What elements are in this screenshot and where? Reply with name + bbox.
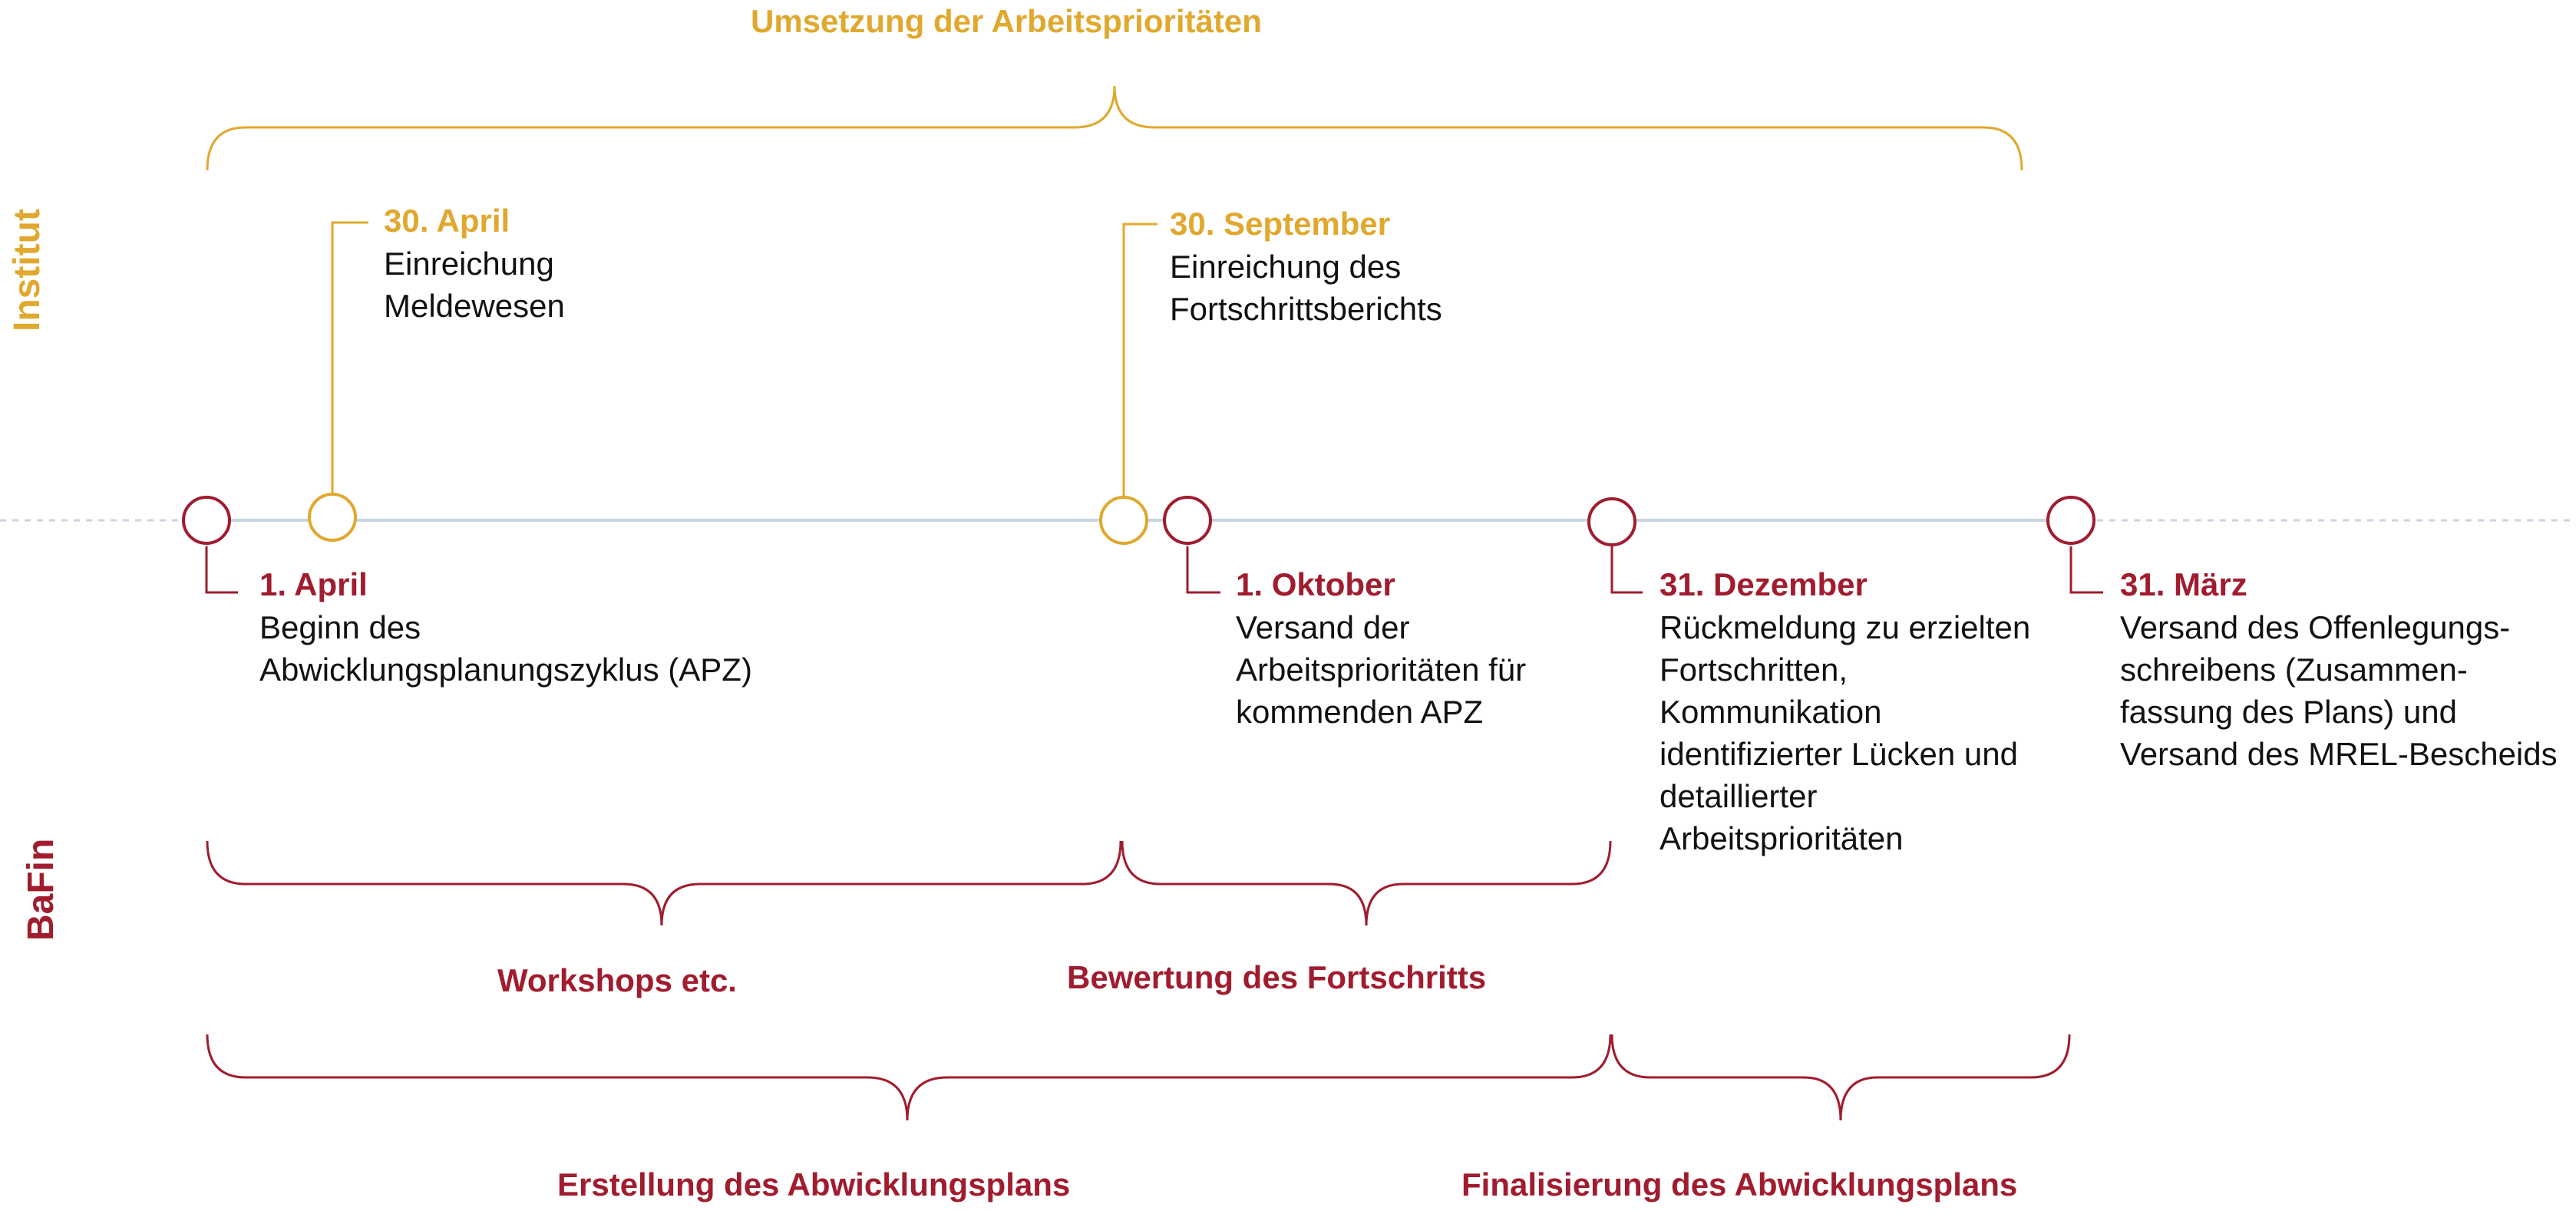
brace-erstellung [207,1034,1610,1120]
event-text-line: Versand der [1236,609,1410,645]
connector-31-maerz [2071,546,2103,592]
event-30-september [1170,203,1442,330]
phase-workshops: Workshops etc. [497,962,737,998]
event-31-maerz [2120,563,2558,775]
event-text-line: detaillierter [1660,778,1818,814]
marker-31-dezember [1589,499,1635,545]
event-text-line: Rückmeldung zu erzielten [1660,609,2031,645]
brace-umsetzung [207,86,2022,170]
event-date: 31. März [2120,566,2247,602]
event-1-april [259,563,752,691]
marker-30-september [1101,497,1147,543]
side-label-bafin: BaFin [21,838,61,941]
event-30-april [384,200,565,327]
event-text-line: schreibens (Zusammen- [2120,652,2468,688]
marker-1-april [183,497,230,543]
event-text-line: identifizierter Lücken und [1660,736,2018,772]
connector-1-april [206,546,238,592]
phase-umsetzung: Umsetzung der Arbeitsprioritäten [751,3,1262,39]
event-31-dezember [1660,563,2030,859]
event-text-line: Einreichung des [1170,249,1402,285]
event-text-line: Abwicklungsplanungszyklus (APZ) [259,652,752,688]
event-text-line: Beginn des [259,609,421,645]
marker-1-oktober [1164,497,1210,543]
event-text-line: Fortschritten, [1660,652,1848,688]
connector-1-oktober [1187,546,1220,592]
event-date: 30. September [1170,206,1391,242]
event-date: 31. Dezember [1660,566,1868,602]
event-date: 30. April [384,203,510,239]
event-text-line: Versand des MREL-Bescheids [2120,736,2558,772]
phase-erstellung: Erstellung des Abwicklungsplans [557,1166,1071,1202]
event-text-line: Arbeitsprioritäten für [1236,652,1527,688]
phase-finalisierung: Finalisierung des Abwicklungsplans [1461,1166,2018,1202]
marker-31-maerz [2048,497,2094,543]
event-text-line: Fortschrittsberichts [1170,291,1442,327]
phase-bewertung: Bewertung des Fortschritts [1067,959,1487,995]
marker-30-april [309,494,355,540]
brace-workshops [207,841,1121,925]
event-1-oktober [1236,563,1526,733]
event-text-line: Arbeitsprioritäten [1660,820,1904,856]
event-text-line: Versand des Offenlegungs- [2120,609,2511,645]
brace-finalisierung [1612,1034,2069,1120]
brace-bewertung [1122,841,1610,925]
event-text-line: kommenden APZ [1236,694,1484,730]
event-text-line: Kommunikation [1660,694,1882,730]
event-text-line: Einreichung [384,246,554,282]
connector-30-september [1124,224,1158,496]
connector-30-april [332,223,368,496]
side-label-institut: Institut [7,209,48,332]
event-text-line: fassung des Plans) und [2120,694,2457,730]
event-date: 1. Oktober [1236,566,1395,602]
event-text-line: Meldewesen [384,288,565,324]
connector-31-dezember [1612,546,1643,592]
event-date: 1. April [259,566,368,602]
